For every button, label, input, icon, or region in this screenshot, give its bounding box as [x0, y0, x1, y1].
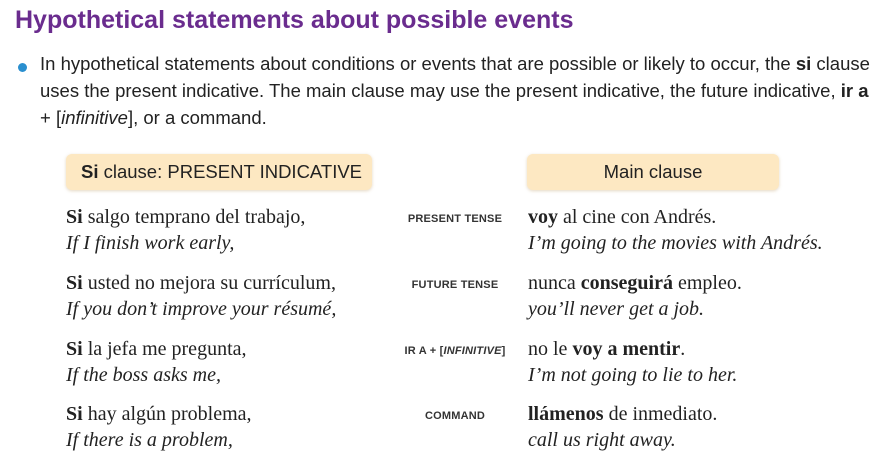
intro-text: clause uses the present indicative. The main clause may use the present indicative, the future indicative,	[40, 53, 870, 101]
main-clause-english: I’m not going to lie to her.	[528, 364, 738, 386]
tense-label: FUTURE TENSE	[411, 279, 499, 291]
intro-paragraph	[40, 50, 875, 131]
main-clause-text: nunca	[528, 272, 581, 294]
intro-text: In hypothetical statements about conditions or events that are possible or likely to occur, the	[40, 53, 796, 74]
main-clause-text: .	[680, 338, 686, 360]
si-clause-text: salgo temprano del trabajo,	[82, 206, 306, 228]
tense-label-text: IR A + [	[404, 345, 444, 357]
si-clause-english: If the boss asks me,	[66, 364, 221, 386]
main-clause-text: al cine con Andrés.	[558, 206, 717, 228]
si-clause-english: If I finish work early,	[66, 232, 235, 254]
main-clause-spanish	[528, 206, 716, 229]
tense-label-italic: INFINITIVE	[443, 345, 502, 357]
si-clause-header-label: clause: PRESENT INDICATIVE	[98, 161, 363, 182]
main-clause-english: you’ll never get a job.	[528, 298, 705, 320]
example-row	[0, 206, 880, 266]
main-clause-spanish	[528, 403, 717, 426]
main-clause-english: I’m going to the movies with Andrés.	[528, 232, 823, 254]
intro-text: ], or a command.	[127, 107, 267, 128]
si-clause-spanish	[66, 206, 305, 229]
si-clause-text: usted no mejora su currículum,	[82, 272, 336, 294]
si-keyword: Si	[66, 272, 83, 294]
si-clause-english: If there is a problem,	[66, 429, 233, 451]
si-clause-header	[66, 154, 372, 190]
tense-label: COMMAND	[424, 410, 486, 422]
main-clause-text: no le	[528, 338, 573, 360]
tense-label: PRESENT TENSE	[407, 213, 503, 225]
main-verb: voy	[528, 206, 558, 228]
si-clause-english: If you don’t improve your résumé,	[66, 298, 337, 320]
intro-text: + [	[40, 107, 62, 128]
main-verb: llámenos	[528, 403, 604, 425]
intro-si-term: si	[795, 53, 812, 74]
si-clause-spanish	[66, 272, 336, 295]
main-clause-text: empleo.	[672, 272, 742, 294]
si-keyword: Si	[66, 403, 83, 425]
main-clause-spanish	[528, 272, 742, 295]
main-clause-english: call us right away.	[528, 429, 676, 451]
main-verb: voy a mentir	[572, 338, 681, 360]
tense-label-text: ]	[501, 345, 506, 357]
si-keyword: Si	[66, 206, 83, 228]
si-clause-text: hay algún problema,	[82, 403, 252, 425]
intro-infinitive-term: infinitive	[61, 107, 128, 128]
si-clause-header-bold: Si	[81, 161, 99, 182]
example-row	[0, 403, 880, 463]
main-clause-text: de inmediato.	[603, 403, 718, 425]
page-title: Hypothetical statements about possible events	[15, 6, 574, 34]
si-keyword: Si	[66, 338, 83, 360]
tense-label	[380, 345, 530, 357]
example-row	[0, 272, 880, 332]
si-clause-text: la jefa me pregunta,	[82, 338, 247, 360]
example-row	[0, 338, 880, 398]
main-clause-header: Main clause	[527, 154, 779, 190]
bullet-icon	[18, 63, 27, 72]
main-verb: conseguirá	[580, 272, 673, 294]
main-clause-spanish	[528, 338, 685, 361]
si-clause-spanish	[66, 403, 252, 426]
si-clause-spanish	[66, 338, 247, 361]
intro-ir-a-term: ir a	[840, 80, 869, 101]
